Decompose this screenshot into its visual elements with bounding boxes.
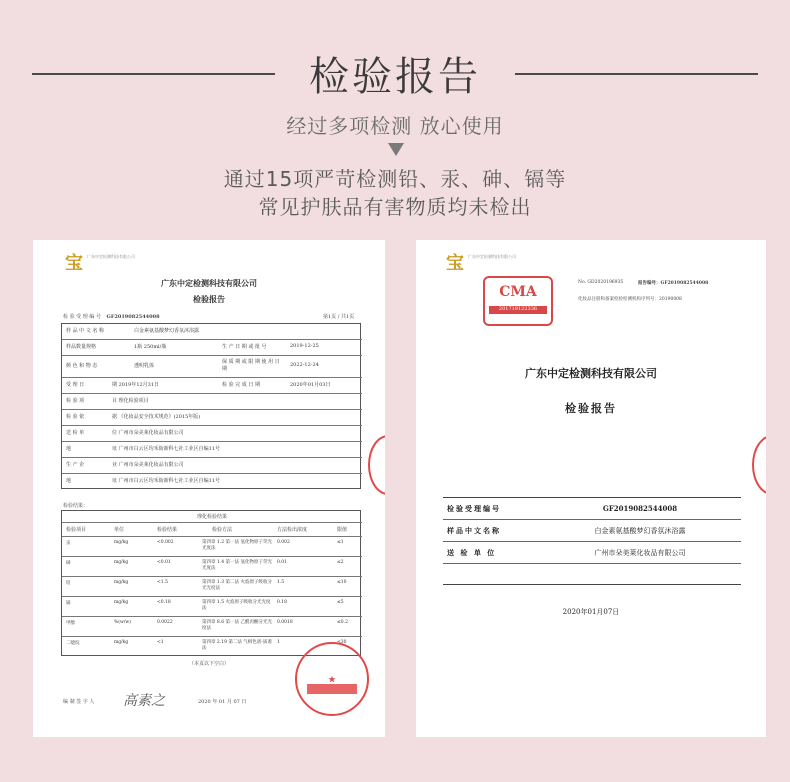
table-row: [62, 474, 362, 490]
result-limit: ≤1: [337, 540, 344, 545]
logo-icon: 宝: [446, 253, 464, 274]
table-row: [62, 378, 362, 394]
table-row: [62, 458, 362, 474]
page-title: 检验报告: [309, 54, 481, 100]
cma-number: 201719122336: [498, 306, 538, 312]
result-item: 甲醇: [66, 621, 75, 626]
result-result: <1.5: [157, 580, 168, 585]
row-value: 1瓶 250ml/瓶: [134, 344, 167, 350]
seal-edge-icon: [752, 435, 766, 495]
inspection-report-cover: [416, 240, 766, 737]
table-row: [62, 577, 362, 597]
row-value: 址 广州市白云区均禾街新科七社工业区自编11号: [112, 446, 220, 452]
row-value: 广州市朵美莱化妆品有限公司: [594, 549, 686, 557]
results-table: [61, 510, 361, 656]
row-value: 2022-12-24: [290, 362, 319, 368]
result-detect: 0.01: [277, 560, 288, 565]
row-value: GF2019082544008: [602, 504, 678, 513]
filing-number: 化妆品注册和备案检验检测机构序列号：20190008: [578, 297, 682, 302]
results-heading: 理化检验结果: [196, 514, 227, 520]
table-row: [62, 410, 362, 426]
report-date: 2020年01月07日: [562, 608, 620, 616]
report-no-label: 检 验 受 理 编 号: [63, 314, 101, 320]
company-name: 广东中定检测科技有限公司: [525, 367, 657, 380]
issuer-label: 编 制 签 字 人: [63, 699, 95, 705]
result-unit: mg/kg: [114, 600, 129, 605]
result-method: 第四章 1.5 火焰原子吸收分光光度法: [202, 600, 271, 611]
table-row: [62, 356, 362, 378]
row-value: 据 《化妆品安全技术规范》(2015年版): [112, 414, 201, 420]
company-logo: [446, 254, 538, 274]
result-limit: ≤0.2: [337, 620, 348, 625]
row-label: 保 质 期 或 限 期 使 用 日 期: [222, 359, 280, 372]
row-label: 地: [66, 446, 72, 452]
row-value: 址 广州市白云区均禾街新科七社工业区自编11号: [112, 478, 220, 484]
company-logo: [65, 254, 157, 274]
table-row: [443, 520, 741, 542]
result-item: 砷: [66, 561, 71, 566]
row-value: 期 2019年12月31日: [112, 382, 160, 388]
official-seal-icon: ★: [295, 642, 369, 716]
logo-text: 广东中定检测科技有限公司: [87, 254, 135, 259]
result-method: 第四章 1.4 第一法 氢化物原子荧光光度法: [202, 560, 272, 571]
results-heading-row: [62, 511, 362, 523]
logo-text: 广东中定检测科技有限公司: [468, 254, 516, 259]
result-result: <1: [157, 640, 164, 645]
report-no: [63, 313, 160, 320]
result-unit: mg/kg: [114, 560, 129, 565]
row-label: 受 理 日: [66, 382, 85, 388]
inspection-report-detail: [33, 240, 385, 737]
result-item: 镉: [66, 601, 71, 606]
table-row: [62, 557, 362, 577]
row-value: 目 理化检验项目: [112, 398, 149, 404]
row-value: 2019-12-25: [290, 343, 319, 349]
table-row: [62, 394, 362, 410]
col-header: 方法检出浓度: [277, 527, 308, 533]
row-label: 检 验 完 成 日 期: [222, 382, 260, 388]
result-item: 二噁烷: [66, 641, 80, 646]
logo-icon: 宝: [65, 253, 83, 274]
cma-text: CMA: [499, 284, 537, 300]
result-item: 汞: [66, 541, 71, 546]
report-title: 检验报告: [565, 402, 617, 415]
table-row: [62, 324, 362, 340]
document-number: No. GD2020196935: [578, 280, 624, 285]
table-row: [443, 542, 741, 564]
table-row: [443, 498, 741, 520]
table-row: [62, 617, 362, 637]
result-unit: mg/kg: [114, 540, 129, 545]
row-label: 生 产 日 期 或 批 号: [222, 344, 267, 350]
row-value: 业 广州市朵美莱化妆品有限公司: [112, 462, 184, 468]
row-label: 颜 色 和 物 态: [66, 363, 98, 369]
result-result: <0.18: [157, 600, 171, 605]
row-label: 检验受理编号: [447, 504, 501, 513]
table-row: [62, 442, 362, 458]
page-number: 第1页 / 共1页: [323, 314, 355, 320]
page-subtitle: 经过多项检测 放心使用: [286, 114, 504, 138]
row-label: 送 检 单: [66, 430, 85, 436]
company-name: 广东中定检测科技有限公司: [161, 278, 257, 288]
result-item: 铅: [66, 581, 71, 586]
row-label: 样 品 中 文 名 称: [66, 328, 104, 334]
down-arrow-icon: [388, 143, 404, 156]
report-no-value: GF2019082544008: [106, 314, 160, 320]
result-limit: ≤30: [337, 640, 347, 645]
result-unit: mg/kg: [114, 580, 129, 585]
row-label: 检 验 依: [66, 414, 85, 420]
description-line-2: 常见护肤品有害物质均未检出: [258, 195, 532, 219]
result-method: 第四章 1.3 第二法 火焰原子吸收分光光度法: [202, 580, 272, 591]
result-detect: 0.18: [277, 600, 288, 605]
row-value: 白金素氨基酸梦幻香氛沐浴露: [134, 328, 200, 334]
description-line-1: 通过15项严苛检测铅、汞、砷、镉等: [223, 167, 567, 191]
page-header: [0, 0, 790, 240]
row-label: 样品中文名称: [447, 526, 501, 535]
result-result: <0.01: [157, 560, 171, 565]
table-row: [62, 537, 362, 557]
sample-info-table: [61, 323, 361, 489]
col-header: 检验方法: [212, 527, 233, 533]
signature: 高素之: [123, 693, 165, 709]
end-note: （本页以下空白）: [188, 661, 229, 667]
result-detect: 1.5: [277, 580, 285, 585]
result-detect: 1: [277, 640, 280, 645]
result-method: 第四章 2.19 第二法 气相色谱-质谱法: [202, 640, 272, 651]
table-row: [62, 426, 362, 442]
table-row: [62, 597, 362, 617]
row-label: 样品数量规格: [66, 344, 97, 350]
result-detect: 0.002: [277, 540, 290, 545]
result-limit: ≤5: [337, 600, 344, 605]
row-value: 透明乳体: [134, 363, 155, 369]
sign-date: 2020 年 01 月 07 日: [198, 699, 247, 705]
col-header: 检验项目: [66, 527, 87, 533]
cover-info-table: [443, 497, 741, 585]
title-right-rule: [515, 73, 758, 75]
results-label: 检验结果：: [63, 503, 89, 509]
row-value: 2020年01月03日: [290, 382, 331, 388]
result-result: <0.002: [157, 540, 174, 545]
report-number-top: 报告编号：GF2019082544008: [638, 281, 709, 286]
result-method: 第四章 1.2 第一法 氢化物原子荧光光度法: [202, 540, 272, 551]
row-label: 地: [66, 478, 72, 484]
result-method: 第四章 8.6 第一法 乙酰丙酮分光光度法: [202, 620, 272, 631]
result-detect: 0.0018: [277, 620, 293, 625]
row-value: 白金素氨基酸梦幻香氛沐浴露: [594, 527, 686, 535]
cma-certification-icon: [483, 276, 553, 326]
row-label: 检 验 项: [66, 398, 85, 404]
col-header: 限值: [337, 527, 348, 533]
result-result: 0.0022: [157, 620, 173, 625]
seal-edge-icon: [368, 435, 385, 495]
row-label: 生 产 企: [66, 462, 85, 468]
report-title: 检验报告: [193, 294, 225, 304]
row-label: 送 检 单 位: [447, 548, 497, 557]
result-unit: %(w/w): [114, 620, 132, 625]
result-unit: mg/kg: [114, 640, 129, 645]
results-header-row: [62, 523, 362, 537]
col-header: 单位: [114, 527, 125, 533]
result-limit: ≤2: [337, 560, 344, 565]
col-header: 检验结果: [157, 527, 178, 533]
result-limit: ≤10: [337, 580, 347, 585]
table-row: [62, 340, 362, 356]
row-value: 位 广州市朵美莱化妆品有限公司: [112, 430, 184, 436]
